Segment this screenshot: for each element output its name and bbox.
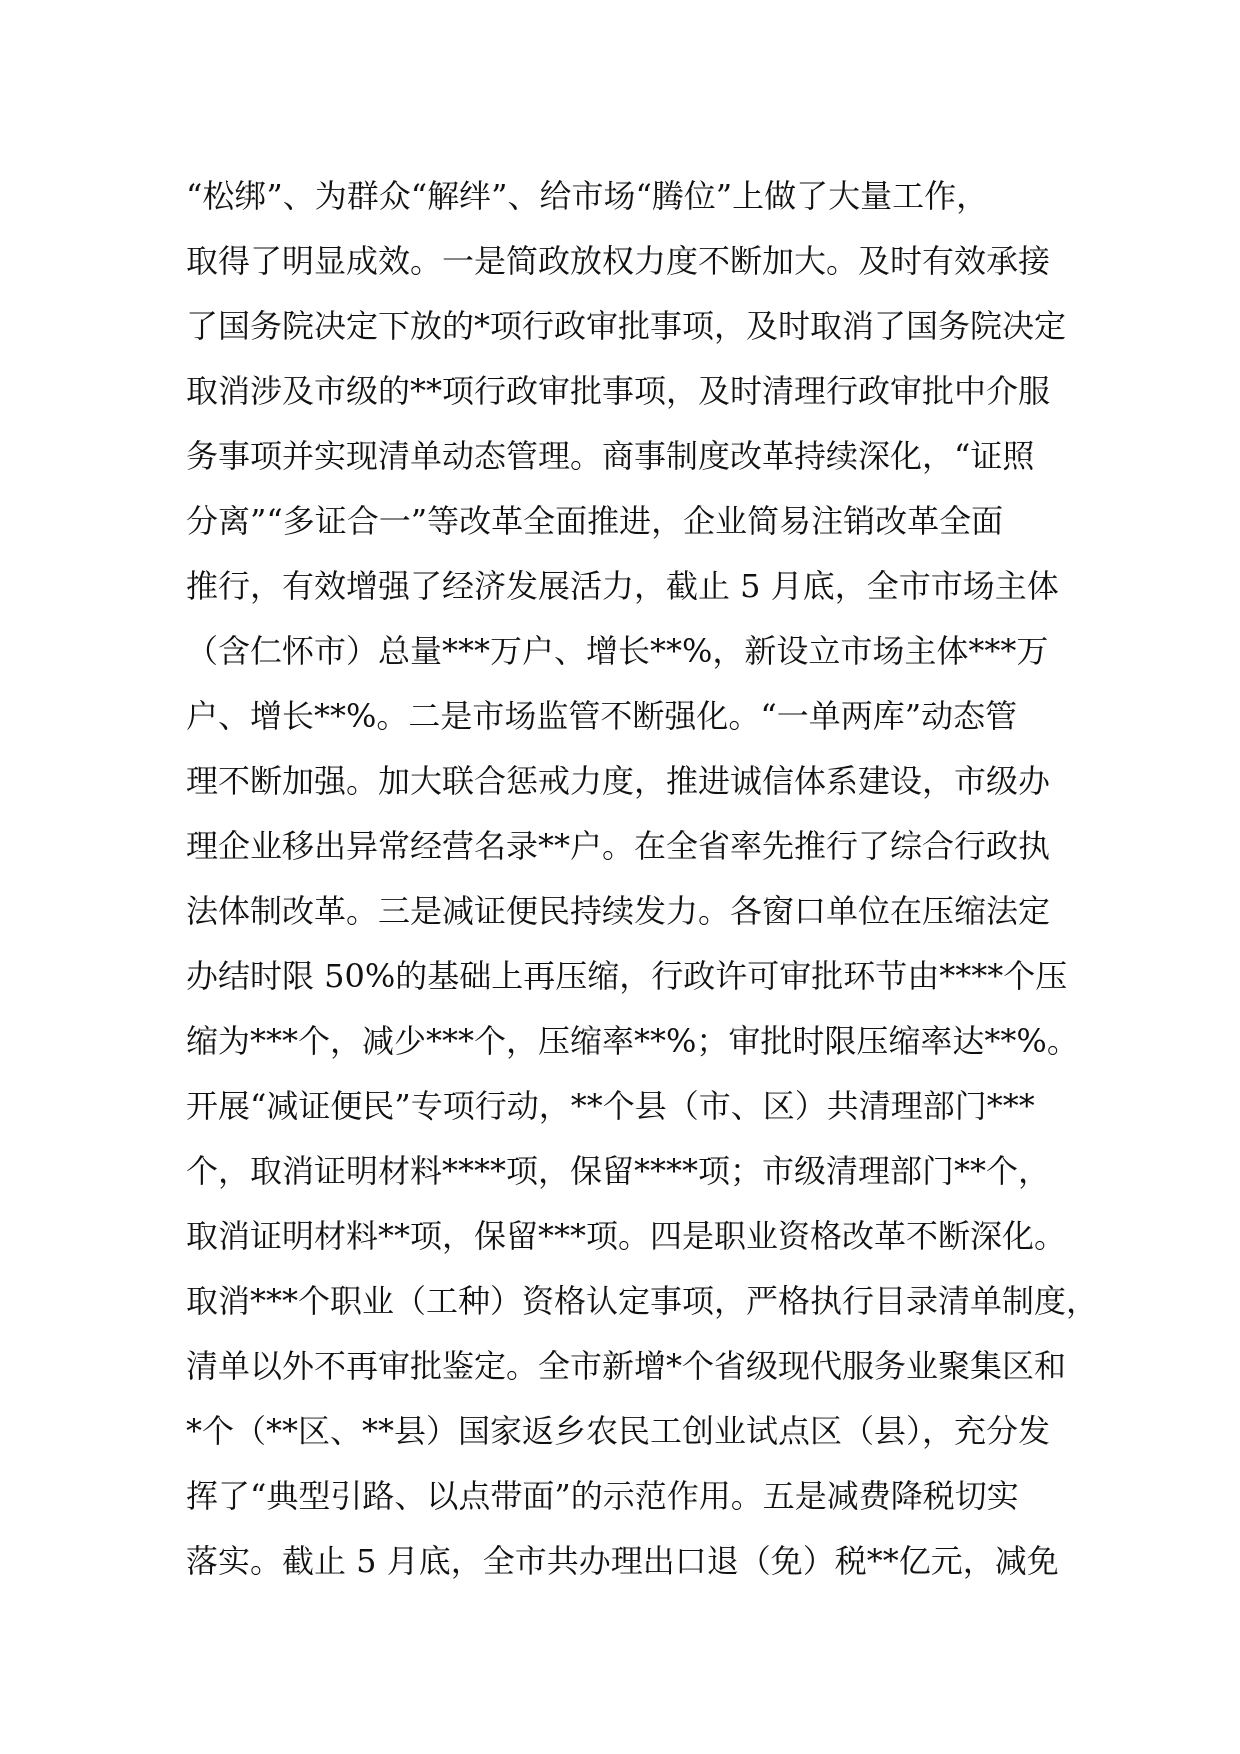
text-line: 法体制改革。三是减证便民持续发力。各窗口单位在压缩法定 — [186, 892, 1051, 930]
text-line: 了国务院决定下放的*项行政审批事项，及时取消了国务院决定 — [186, 307, 1067, 345]
text-line: 个，取消证明材料****项，保留****项；市级清理部门**个， — [186, 1152, 1051, 1190]
body-paragraph — [186, 164, 1099, 1594]
text-line: 缩为***个，减少***个，压缩率**%；审批时限压缩率达**%。 — [186, 1022, 1079, 1060]
text-line: 取消涉及市级的**项行政审批事项，及时清理行政审批中介服 — [186, 372, 1051, 410]
text-line: *个（**区、**县）国家返乡农民工创业试点区（县），充分发 — [186, 1412, 1051, 1450]
text-line: 落实。截止 5 月底，全市共办理出口退（免）税**亿元，减免 — [186, 1542, 1059, 1580]
text-line: 务事项并实现清单动态管理。商事制度改革持续深化，“证照 — [186, 437, 1035, 475]
text-line: 取消***个职业（工种）资格认定事项，严格执行目录清单制度， — [186, 1282, 1099, 1320]
text-line: 取消证明材料**项，保留***项。四是职业资格改革不断深化。 — [186, 1217, 1067, 1255]
text-line: （含仁怀市）总量***万户、增长**%，新设立市场主体***万 — [186, 632, 1049, 670]
text-line: 理不断加强。加大联合惩戒力度，推进诚信体系建设，市级办 — [186, 762, 1051, 800]
text-line: 办结时限 50%的基础上再压缩，行政许可审批环节由****个压 — [186, 957, 1068, 995]
text-line: 分离”“多证合一”等改革全面推进，企业简易注销改革全面 — [186, 502, 1004, 540]
text-line: 户、增长**%。二是市场监管不断强化。“一单两库”动态管 — [186, 697, 1018, 735]
text-line: 理企业移出异常经营名录**户。在全省率先推行了综合行政执 — [186, 827, 1051, 865]
text-line: “松绑”、为群众“解绊”、给市场“腾位”上做了大量工作， — [186, 177, 989, 215]
text-line: 清单以外不再审批鉴定。全市新增*个省级现代服务业聚集区和 — [186, 1347, 1067, 1385]
text-line: 推行，有效增强了经济发展活力，截止 5 月底，全市市场主体 — [186, 567, 1059, 605]
text-line: 挥了“典型引路、以点带面”的示范作用。五是减费降税切实 — [186, 1477, 1019, 1515]
text-line: 取得了明显成效。一是简政放权力度不断加大。及时有效承接 — [186, 242, 1051, 280]
text-line: 开展“减证便民”专项行动，**个县（市、区）共清理部门*** — [186, 1087, 1035, 1125]
